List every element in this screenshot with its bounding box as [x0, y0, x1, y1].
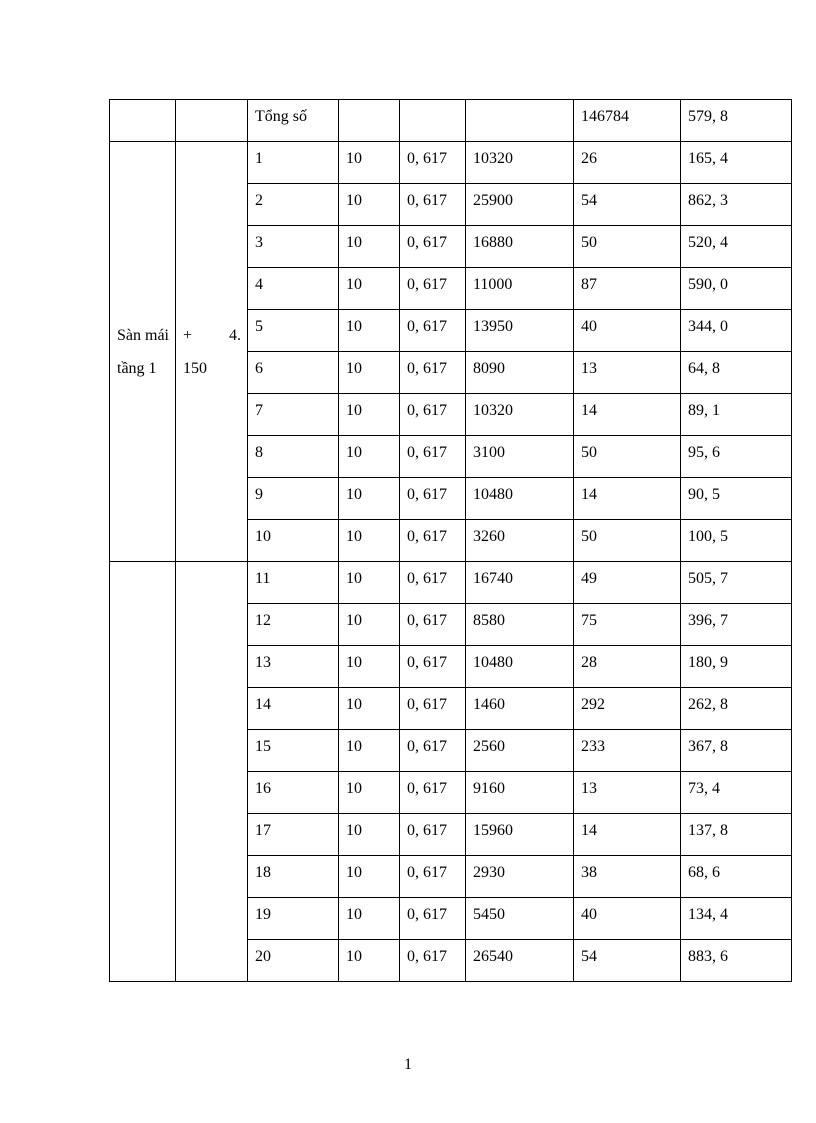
bar-mark: 17 — [248, 814, 339, 856]
bar-mark: 16 — [248, 772, 339, 814]
bar-diameter: 10 — [339, 772, 400, 814]
bar-count: 50 — [574, 520, 681, 562]
bar-count: 28 — [574, 646, 681, 688]
summary-empty-cell — [176, 100, 248, 142]
total-weight: 90, 5 — [681, 478, 792, 520]
elevation-sign: + — [183, 326, 193, 344]
bar-diameter: 10 — [339, 142, 400, 184]
steel-schedule-table — [109, 99, 792, 982]
unit-weight: 0, 617 — [400, 352, 466, 394]
bar-mark: 15 — [248, 730, 339, 772]
bar-count: 38 — [574, 856, 681, 898]
bar-diameter: 10 — [339, 898, 400, 940]
bar-length: 16880 — [466, 226, 574, 268]
total-weight: 68, 6 — [681, 856, 792, 898]
bar-length: 15960 — [466, 814, 574, 856]
summary-empty-cell — [110, 100, 176, 142]
unit-weight: 0, 617 — [400, 898, 466, 940]
bar-length: 9160 — [466, 772, 574, 814]
unit-weight: 0, 617 — [400, 184, 466, 226]
summary-weight: 146784 — [574, 100, 681, 142]
total-weight: 134, 4 — [681, 898, 792, 940]
bar-length: 2560 — [466, 730, 574, 772]
total-weight: 180, 9 — [681, 646, 792, 688]
bar-count: 40 — [574, 310, 681, 352]
bar-diameter: 10 — [339, 184, 400, 226]
bar-count: 75 — [574, 604, 681, 646]
total-weight: 344, 0 — [681, 310, 792, 352]
total-weight: 367, 8 — [681, 730, 792, 772]
bar-diameter: 10 — [339, 730, 400, 772]
bar-diameter: 10 — [339, 394, 400, 436]
total-weight: 64, 8 — [681, 352, 792, 394]
total-weight: 520, 4 — [681, 226, 792, 268]
total-weight: 862, 3 — [681, 184, 792, 226]
unit-weight: 0, 617 — [400, 814, 466, 856]
page-number: 1 — [404, 1056, 412, 1073]
unit-weight: 0, 617 — [400, 226, 466, 268]
group2-empty-cell — [176, 562, 248, 982]
bar-mark: 5 — [248, 310, 339, 352]
bar-count: 13 — [574, 352, 681, 394]
table-row — [110, 142, 792, 184]
bar-mark: 1 — [248, 142, 339, 184]
bar-length: 3260 — [466, 520, 574, 562]
unit-weight: 0, 617 — [400, 940, 466, 982]
total-weight: 73, 4 — [681, 772, 792, 814]
bar-diameter: 10 — [339, 562, 400, 604]
summary-empty-cell — [466, 100, 574, 142]
bar-count: 26 — [574, 142, 681, 184]
unit-weight: 0, 617 — [400, 394, 466, 436]
bar-diameter: 10 — [339, 688, 400, 730]
bar-diameter: 10 — [339, 478, 400, 520]
bar-diameter: 10 — [339, 352, 400, 394]
bar-diameter: 10 — [339, 310, 400, 352]
bar-diameter: 10 — [339, 814, 400, 856]
bar-length: 8090 — [466, 352, 574, 394]
unit-weight: 0, 617 — [400, 310, 466, 352]
bar-length: 10480 — [466, 646, 574, 688]
bar-mark: 18 — [248, 856, 339, 898]
bar-length: 13950 — [466, 310, 574, 352]
bar-length: 5450 — [466, 898, 574, 940]
bar-diameter: 10 — [339, 268, 400, 310]
bar-mark: 11 — [248, 562, 339, 604]
bar-count: 14 — [574, 394, 681, 436]
bar-mark: 2 — [248, 184, 339, 226]
total-weight: 137, 8 — [681, 814, 792, 856]
bar-count: 14 — [574, 814, 681, 856]
summary-length: 579, 8 — [681, 100, 792, 142]
total-weight: 396, 7 — [681, 604, 792, 646]
bar-length: 26540 — [466, 940, 574, 982]
bar-mark: 3 — [248, 226, 339, 268]
bar-diameter: 10 — [339, 646, 400, 688]
group2-empty-cell — [110, 562, 176, 982]
bar-length: 16740 — [466, 562, 574, 604]
bar-diameter: 10 — [339, 604, 400, 646]
bar-mark: 13 — [248, 646, 339, 688]
bar-count: 292 — [574, 688, 681, 730]
bar-length: 11000 — [466, 268, 574, 310]
bar-mark: 9 — [248, 478, 339, 520]
bar-diameter: 10 — [339, 226, 400, 268]
summary-empty-cell — [400, 100, 466, 142]
bar-length: 3100 — [466, 436, 574, 478]
table-body — [110, 100, 792, 982]
bar-count: 13 — [574, 772, 681, 814]
unit-weight: 0, 617 — [400, 856, 466, 898]
unit-weight: 0, 617 — [400, 436, 466, 478]
elevation-part1: 4. — [229, 326, 241, 344]
total-weight: 89, 1 — [681, 394, 792, 436]
bar-count: 54 — [574, 184, 681, 226]
bar-mark: 8 — [248, 436, 339, 478]
bar-mark: 4 — [248, 268, 339, 310]
unit-weight: 0, 617 — [400, 730, 466, 772]
bar-diameter: 10 — [339, 856, 400, 898]
unit-weight: 0, 617 — [400, 142, 466, 184]
elevation-part2: 150 — [183, 359, 207, 377]
bar-diameter: 10 — [339, 520, 400, 562]
bar-count: 40 — [574, 898, 681, 940]
bar-count: 233 — [574, 730, 681, 772]
bar-length: 10480 — [466, 478, 574, 520]
unit-weight: 0, 617 — [400, 268, 466, 310]
total-weight: 95, 6 — [681, 436, 792, 478]
bar-count: 49 — [574, 562, 681, 604]
summary-row — [110, 100, 792, 142]
bar-length: 25900 — [466, 184, 574, 226]
total-weight: 262, 8 — [681, 688, 792, 730]
unit-weight: 0, 617 — [400, 646, 466, 688]
bar-mark: 19 — [248, 898, 339, 940]
unit-weight: 0, 617 — [400, 562, 466, 604]
bar-length: 8580 — [466, 604, 574, 646]
bar-count: 54 — [574, 940, 681, 982]
bar-mark: 10 — [248, 520, 339, 562]
table-row — [110, 562, 792, 604]
unit-weight: 0, 617 — [400, 478, 466, 520]
total-weight: 883, 6 — [681, 940, 792, 982]
bar-mark: 7 — [248, 394, 339, 436]
group-name-cell: Sàn mái tầng 1 — [110, 142, 176, 562]
summary-empty-cell — [339, 100, 400, 142]
bar-count: 14 — [574, 478, 681, 520]
bar-diameter: 10 — [339, 940, 400, 982]
bar-mark: 6 — [248, 352, 339, 394]
bar-count: 50 — [574, 226, 681, 268]
bar-length: 10320 — [466, 394, 574, 436]
unit-weight: 0, 617 — [400, 772, 466, 814]
bar-diameter: 10 — [339, 436, 400, 478]
elevation-cell — [176, 142, 248, 562]
bar-count: 87 — [574, 268, 681, 310]
bar-length: 2930 — [466, 856, 574, 898]
bar-mark: 20 — [248, 940, 339, 982]
bar-count: 50 — [574, 436, 681, 478]
total-weight: 505, 7 — [681, 562, 792, 604]
total-weight: 590, 0 — [681, 268, 792, 310]
total-weight: 165, 4 — [681, 142, 792, 184]
unit-weight: 0, 617 — [400, 604, 466, 646]
bar-length: 1460 — [466, 688, 574, 730]
unit-weight: 0, 617 — [400, 520, 466, 562]
elevation-line — [183, 319, 241, 352]
unit-weight: 0, 617 — [400, 688, 466, 730]
bar-mark: 14 — [248, 688, 339, 730]
bar-length: 10320 — [466, 142, 574, 184]
bar-mark: 12 — [248, 604, 339, 646]
total-weight: 100, 5 — [681, 520, 792, 562]
summary-label: Tổng số — [248, 100, 339, 142]
